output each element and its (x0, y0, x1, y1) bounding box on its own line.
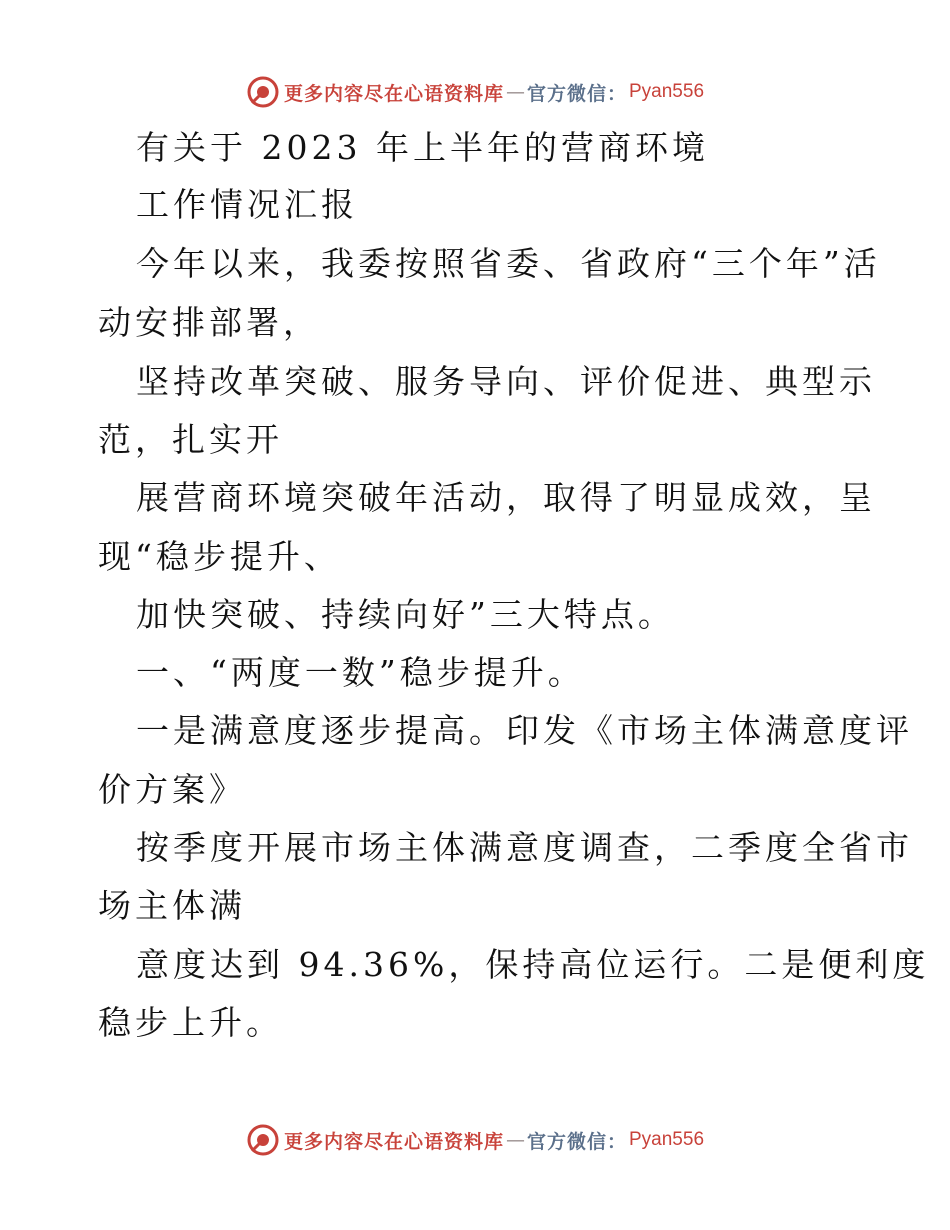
doc-line: 今年以来，我委按照省委、省政府“三个年”活 (136, 244, 881, 283)
doc-line: 坚持改革突破、服务导向、评价促进、典型示 (136, 362, 876, 401)
watermark-official-label: 官方微信： (526, 82, 627, 105)
doc-line: 加快突破、持续向好”三大特点。 (136, 595, 675, 634)
doc-line: 动安排部署， (98, 303, 320, 342)
doc-line: 范，扎实开 (98, 420, 283, 459)
doc-line: 一是满意度逐步提高。印发《市场主体满意度评 (136, 711, 913, 750)
doc-line: 现“稳步提升、 (98, 537, 341, 576)
doc-title-line-1: 有关于 2023 年上半年的营商环境 (136, 128, 709, 167)
watermark-text: 更多内容尽在心语资料库 (283, 82, 504, 105)
watermark-id: Pyan556 (629, 1129, 705, 1150)
watermark-id: Pyan556 (629, 81, 705, 102)
doc-line: 价方案》 (98, 770, 246, 809)
watermark-official-label: 官方微信： (526, 1130, 627, 1153)
watermark-logo-icon (246, 1123, 280, 1157)
doc-line: 按季度开展市场主体满意度调查，二季度全省市 (136, 828, 913, 867)
footer-watermark (0, 1120, 950, 1160)
doc-line: 展营商环境突破年活动，取得了明显成效，呈 (136, 478, 876, 517)
watermark-text: 更多内容尽在心语资料库 (283, 1130, 504, 1153)
watermark-dash: — (505, 81, 525, 103)
doc-line: 稳步上升。 (98, 1003, 283, 1042)
doc-line: 意度达到 94.36%，保持高位运行。二是便利度 (136, 945, 930, 984)
watermark-dash: — (505, 1129, 525, 1151)
header-watermark (0, 72, 950, 112)
watermark-logo-icon (246, 75, 280, 109)
doc-title-line-2: 工作情况汇报 (136, 185, 358, 224)
doc-section-heading: 一、“两度一数”稳步提升。 (136, 653, 585, 692)
doc-line: 场主体满 (98, 886, 246, 925)
